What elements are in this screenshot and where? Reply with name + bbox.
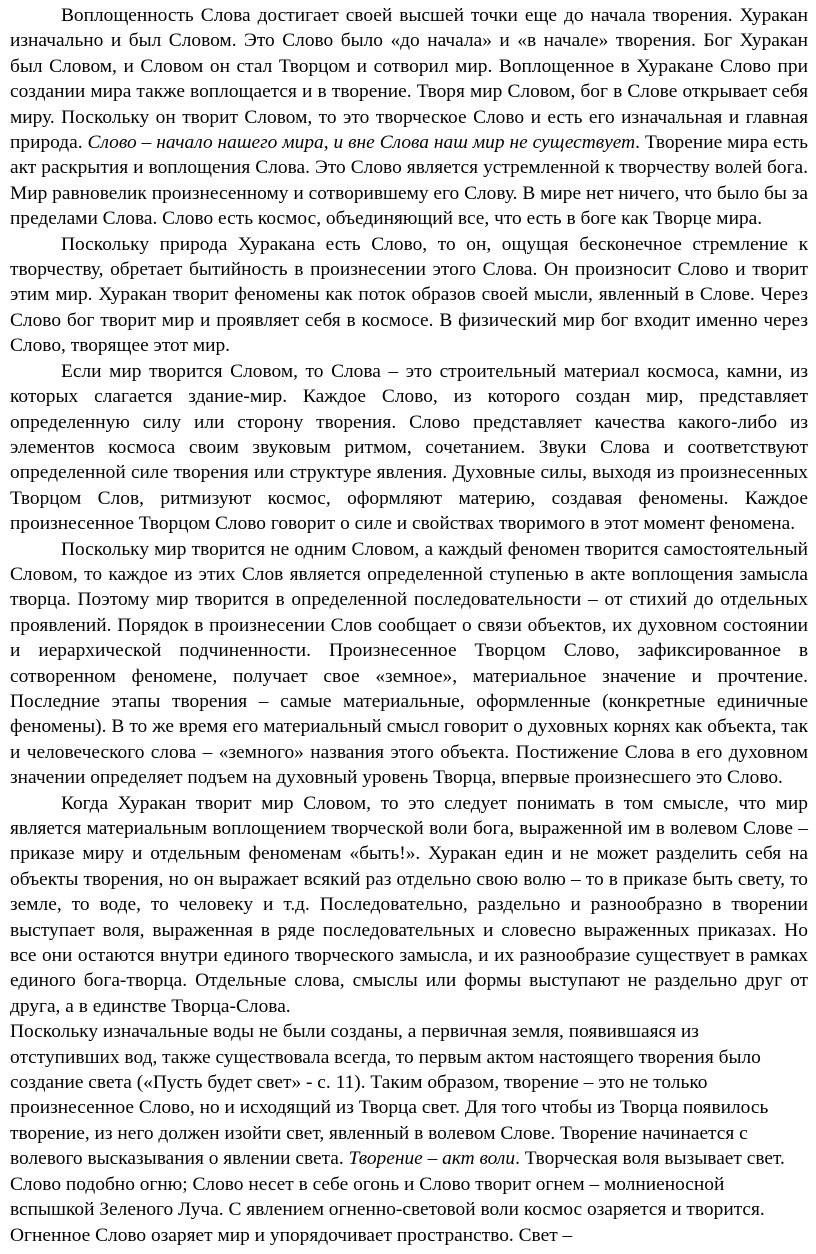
paragraph-1-text: Воплощенность Слова достигает своей высшей точки еще до начала творения. Хуракан изначально и был Словом. Это Слово было «до начала» и «в начале» творения. Бог Хуракан был Словом, и Словом он стал Творцом и сотворил мир. Воплощенное в Хуракане Слово при создании мира также воплощается и в творение. Творя мир Словом, бог в Слове открывает себя миру. Поскольку он творит Словом, то это творческое Слово и есть его изначальная и главная природа. [10, 5, 808, 154]
paragraph-3-text: Если мир творится Словом, то Слова – это строительный материал космоса, камни, из которых слагается здание-мир. Каждое Слово, из которого создан мир, представляет определенную силу или сторону творения. Слово представляет качества какого-либо из элементов космоса своим звуковым ритмом, сочетанием. Звуки Слова и соответствуют определенной силе творения или структуре явления. Духовные силы, выходя из произнесенных Творцом Слов, ритмизуют космос, оформляют материю, создавая феномены. Каждое произнесенное Творцом Слово говорит о силе и свойствах творимого в этот момент феномена. [10, 360, 808, 535]
paragraph-1 [10, 3, 808, 232]
paragraph-1-text-cont: . Творение мира есть акт раскрытия и воплощения Слова. Это Слово является устремленной к творчеству волей бога. Мир равновелик произнесенному и сотворившему его Слову. В мире нет ничего, что было бы за пределами Слова. Слово есть космос, объединяющий все, что есть в боге как Творце мира. [10, 132, 808, 230]
paragraph-1-emphasis: Слово – начало нашего мира, и вне Слова наш мир не существует [87, 132, 636, 154]
paragraph-6-text: Поскольку изначальные воды не были созданы, а первичная земля, появившаяся из отступивших вод, также существовала всегда, то первым актом настоящего творения было создание света («Пусть будет свет» - с. 11). Таким образом, творение – это не только произнесенное Слово, но и исходящий из Творца свет. Для того чтобы из Творца появилось творение, из него должен изойти свет, явленный в волевом Слове. Творение начинается с волевого высказывания о явлении света. [10, 1021, 769, 1170]
paragraph-2-text: Поскольку природа Хуракана есть Слово, то он, ощущая бесконечное стремление к творчеству, обретает бытийность в произнесении этого Слова. Он произносит Слово и творит этим мир. Хуракан творит феномены как поток образов своей мысли, явленный в Слове. Через Слово бог творит мир и проявляет себя в космосе. В физический мир бог входит именно через Слово, творящее этот мир. [10, 233, 808, 357]
paragraph-6-emphasis: Творение – акт воли [348, 1148, 516, 1170]
paragraph-6 [10, 1019, 808, 1248]
paragraph-4-text: Поскольку мир творится не одним Словом, а каждый феномен творится самостоятельный Словом, то каждое из этих Слов является определенной ступенью в акте воплощения замысла творца. Поэтому мир творится в определенной последовательности – от стихий до отдельных проявлений. Порядок в произнесении Слов сообщает о связи объектов, их духовном состоянии и иерархической подчиненности. Произнесенное Творцом Слово, зафиксированное в сотворенном феномене, получает свое «земное», материальное значение и прочтение. Последние этапы творения – самые материальные, оформленные (конкретные единичные феномены). В то же время его материальный смысл говорит о духовных корнях как объекта, так и человеческого слова – «земного» названия этого объекта. Постижение Слова в его духовном значении определяет подъем на духовный уровень Творца, впервые произнесшего это Слово. [10, 538, 808, 789]
paragraph-5-text: Когда Хуракан творит мир Словом, то это следует понимать в том смысле, что мир является материальным воплощением творческой воли бога, выраженной им в волевом Слове – приказе миру и отдельным феноменам «быть!». Хуракан един и не может разделить себя на объекты творения, но он выражает всякий раз отдельно свою волю – то в приказе быть свету, то земле, то воде, то человеку и т.д. Последовательно, раздельно и разнообразно в творении выступает воля, выраженная в ряде последовательных и словесно выраженных приказах. Но все они остаются внутри единого творческого замысла, и их разнообразие существует в рамках единого бога-творца. Отдельные слова, смыслы или формы выступают не раздельно друг от друга, а в единстве Творца-Слова. [10, 792, 808, 1017]
paragraph-3 [10, 359, 808, 537]
paragraph-2 [10, 232, 808, 359]
paragraph-6-text-cont: . Творческая воля вызывает свет. Слово подобно огню; Слово несет в себе огонь и Слово творит огнем – молниеносной вспышкой Зеленого Луча. С явлением огненно-световой воли космос озаряется и творится. Огненное Слово озаряет мир и упорядочивает пространство. Свет – [10, 1148, 785, 1246]
paragraph-4 [10, 537, 808, 791]
paragraph-5 [10, 791, 808, 1020]
